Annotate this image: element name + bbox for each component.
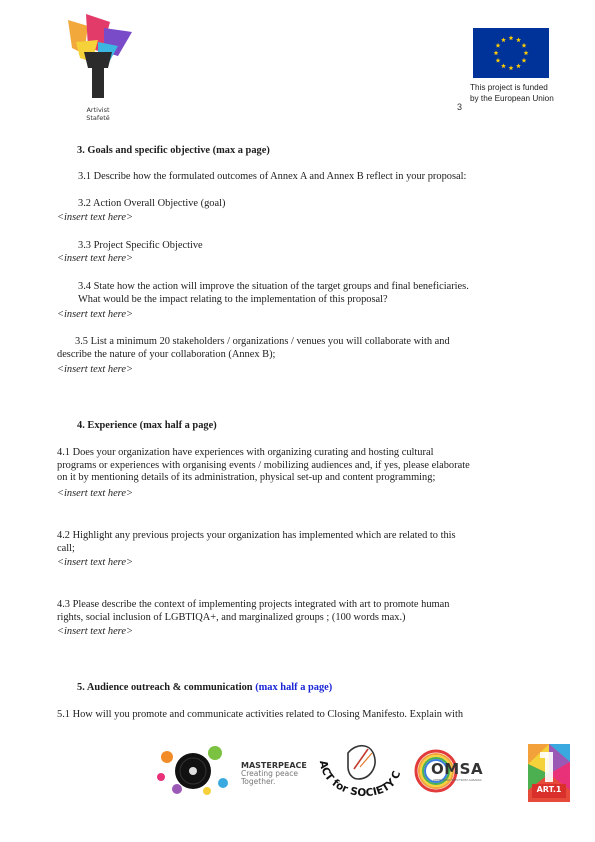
masterpeace-logo bbox=[153, 743, 307, 799]
answer-3-5-placeholder[interactable]: <insert text here> bbox=[57, 364, 133, 375]
omsa-logo bbox=[414, 746, 496, 796]
vinyl-record-icon bbox=[153, 743, 233, 799]
section-5-heading: 5. Audience outreach & communication (max half a page) bbox=[77, 682, 333, 693]
masterpeace-title: MASTERPEACE bbox=[241, 761, 307, 770]
svg-text:ACT for SOCIETY Center bbox=[308, 739, 403, 799]
answer-4-3-placeholder[interactable]: <insert text here> bbox=[57, 626, 133, 637]
answer-4-1-placeholder[interactable]: <insert text here> bbox=[57, 488, 133, 499]
question-3-2: 3.2 Action Overall Objective (goal) bbox=[78, 198, 226, 209]
artivist-logo-text: Artivist Stafetë bbox=[86, 106, 110, 122]
art1-label: ART.1 bbox=[536, 785, 562, 794]
question-4-1: 4.1 Does your organization have experiences with organizing curating and hosting cultural programs or experiences with organising events / mobilizing audiences and, if yes, please elaborate on it by mentioning details of its administration, physical set-up and content programming; bbox=[57, 447, 470, 484]
answer-3-2-placeholder[interactable]: <insert text here> bbox=[57, 212, 133, 223]
masterpeace-tagline-1: Creating peace bbox=[241, 769, 298, 778]
act-for-society-logo bbox=[308, 739, 408, 815]
section-5-heading-limit: (max half a page) bbox=[255, 682, 333, 693]
eu-flag bbox=[473, 28, 549, 78]
torch-icon bbox=[58, 12, 138, 100]
question-3-5: 3.5 List a minimum 20 stakeholders / organizations / venues you will collaborate with and describe the nature of your collaboration (Annex B); bbox=[57, 336, 450, 360]
question-5-1: 5.1 How will you promote and communicate activities related to Closing Manifesto. Explain with bbox=[57, 709, 464, 720]
answer-3-3-placeholder[interactable]: <insert text here> bbox=[57, 253, 133, 264]
page-number: 3 bbox=[457, 102, 463, 112]
eu-stars-icon bbox=[473, 28, 549, 78]
omsa-title: OMSA bbox=[431, 760, 484, 778]
act-for-society-text: ACT for SOCIETY C bbox=[316, 759, 404, 800]
question-3-1: 3.1 Describe how the formulated outcomes of Annex A and Annex B reflect in your proposal: bbox=[78, 171, 467, 182]
question-4-2: 4.2 Highlight any previous projects your organization has implemented which are related to this call; bbox=[57, 530, 456, 554]
answer-4-2-placeholder[interactable]: <insert text here> bbox=[57, 557, 133, 568]
eu-funding-caption: This project is funded by the European Union bbox=[470, 83, 554, 103]
question-4-3: 4.3 Please describe the context of implementing projects integrated with art to promote human rights, social inclusion of LGBTIQA+, and marginalized groups ; (100 words max.) bbox=[57, 599, 450, 623]
omsa-subtitle: OPEN MIND SPECTRUM ALBANIA bbox=[433, 778, 482, 782]
answer-3-4-placeholder[interactable]: <insert text here> bbox=[57, 309, 133, 320]
artivist-logo bbox=[58, 12, 138, 122]
masterpeace-tagline-2: Together. bbox=[241, 777, 276, 786]
question-3-3: 3.3 Project Specific Objective bbox=[78, 240, 203, 251]
question-3-4: 3.4 State how the action will improve the situation of the target groups and final beneficiaries. What would be the impact relating to the implementation of this proposal? bbox=[78, 281, 469, 305]
feather-head-icon bbox=[308, 739, 408, 815]
section-3-heading: 3. Goals and specific objective (max a page) bbox=[77, 145, 270, 156]
section-4-heading: 4. Experience (max half a page) bbox=[77, 420, 217, 431]
art1-logo bbox=[528, 744, 570, 802]
